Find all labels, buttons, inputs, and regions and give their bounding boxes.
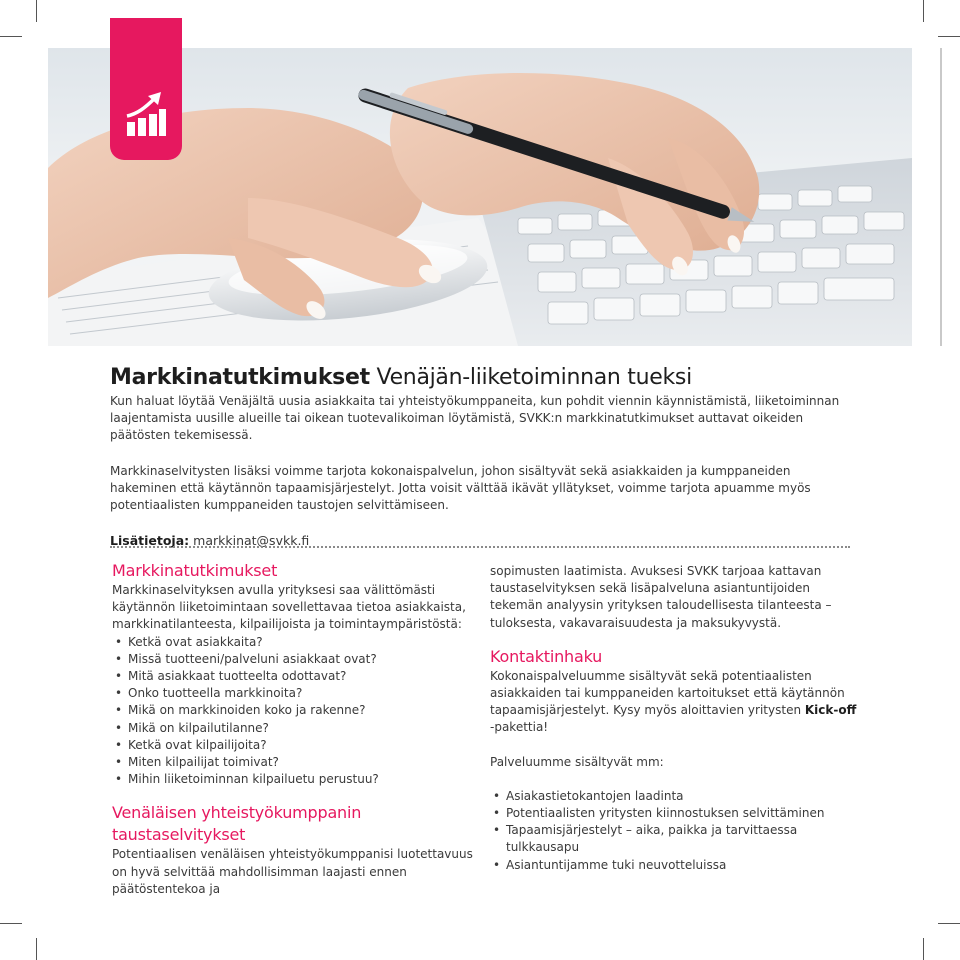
list-item: • Ketkä ovat asiakkaita? bbox=[112, 634, 482, 651]
list-item: • Asiantuntijamme tuki neuvotteluissa bbox=[490, 857, 860, 874]
section-text: Potentiaalisen venäläisen yhteistyökumppanisi luotettavuus on hyvä selvittää mahdollisimman laajasti ennen päätöstentekoa ja bbox=[112, 847, 473, 896]
crop-mark bbox=[36, 938, 37, 960]
question-list bbox=[112, 634, 482, 789]
title-subtitle: Venäjän-liiketoiminnan tueksi bbox=[369, 365, 692, 390]
list-item: • Ketkä ovat kilpailijoita? bbox=[112, 737, 482, 754]
logo-badge bbox=[110, 18, 182, 160]
dotted-divider bbox=[110, 546, 850, 548]
crop-mark bbox=[938, 923, 960, 924]
page-edge-line bbox=[940, 48, 942, 346]
section-heading-market-research: Markkinatutkimukset bbox=[112, 561, 278, 580]
list-item: • Asiakastietokantojen laadinta bbox=[490, 788, 860, 805]
list-item: • Miten kilpailijat toimivat? bbox=[112, 754, 482, 771]
list-item: • Mikä on kilpailutilanne? bbox=[112, 720, 482, 737]
list-item: • Mihin liiketoiminnan kilpailuetu perustuu? bbox=[112, 771, 482, 788]
section-heading-background-checks: Venäläisen yhteistyökumppanin taustaselvitykset bbox=[112, 803, 362, 845]
intro-paragraph: Kun haluat löytää Venäjältä uusia asiakkaita tai yhteistyökumppaneita, kun pohdit viennin käynnistämistä, liiketoiminnan laajentamista uusille alueille tai oikean tuotevalikoiman löytämistä, SVKK:n markkinatutkimukset auttavat oikeiden päätösten tekemisessä. bbox=[110, 394, 840, 442]
text-fragment: Kokonaispalveluumme sisältyvät sekä potentiaalisten asiakkaiden tai kumppaneiden kartoitukset että käytännön tapaamisjärjestelyt. Kysy myös aloittavien yritysten bbox=[490, 668, 845, 718]
intro-section bbox=[110, 364, 855, 549]
section-text bbox=[490, 668, 860, 737]
list-item: • Missä tuotteeni/palveluni asiakkaat ovat? bbox=[112, 651, 482, 668]
intro-paragraph: Markkinaselvitysten lisäksi voimme tarjota kokonaispalvelun, johon sisältyvät sekä asiakkaiden ja kumppaneiden hakeminen että käytännön tapaamisjärjestelyt. Jotta voisit välttää ikävät yllätykset, voimme tarjota apuamme myös potentiaalisten kumppaneiden taustojen selvittämiseen. bbox=[110, 464, 811, 512]
section-text: Markkinaselvityksen avulla yrityksesi saa välittömästi käytännön liiketoimintaan sovellettavaa tietoa asiakkaista, markkinatilanteesta, kilpailijoista ja toimintaympäristöstä: bbox=[112, 583, 466, 632]
crop-mark bbox=[938, 36, 960, 37]
list-item: • Potentiaalisten yritysten kiinnostuksen selvittäminen bbox=[490, 805, 860, 822]
right-column bbox=[490, 563, 860, 874]
crop-mark bbox=[36, 0, 37, 22]
list-item: • Tapaamisjärjestelyt – aika, paikka ja tarvittaessa tulkkausapu bbox=[490, 822, 860, 856]
title-bold: Markkinatutkimukset bbox=[110, 365, 370, 390]
crop-mark bbox=[0, 923, 22, 924]
contact-label: Lisätietoja: bbox=[110, 533, 190, 548]
rising-bar-chart-icon bbox=[125, 92, 167, 138]
left-column bbox=[112, 560, 482, 898]
list-item: • Mitä asiakkaat tuotteelta odottavat? bbox=[112, 668, 482, 685]
section-heading-contact-search: Kontaktinhaku bbox=[490, 646, 603, 666]
page-title bbox=[110, 364, 855, 392]
text-fragment: -pakettia! bbox=[490, 720, 549, 735]
crop-mark bbox=[923, 938, 924, 960]
services-list bbox=[490, 788, 860, 874]
section-text: sopimusten laatimista. Avuksesi SVKK tarjoaa kattavan taustaselvityksen sekä lisäpalveluna asiantuntijoiden tekemän analyysin yrityksen taloudellisesta tilanteesta – tuloksesta, vakavaraisuudesta ja maksukyvystä. bbox=[490, 564, 832, 630]
list-item: • Onko tuotteella markkinoita? bbox=[112, 685, 482, 702]
kick-off-label: Kick-off bbox=[804, 703, 857, 718]
crop-mark bbox=[923, 0, 924, 22]
contact-email-link[interactable]: markkinat@svkk.fi bbox=[193, 533, 310, 548]
services-label: Palveluumme sisältyvät mm: bbox=[490, 754, 664, 769]
crop-mark bbox=[0, 36, 22, 37]
list-item: • Mikä on markkinoiden koko ja rakenne? bbox=[112, 702, 482, 719]
